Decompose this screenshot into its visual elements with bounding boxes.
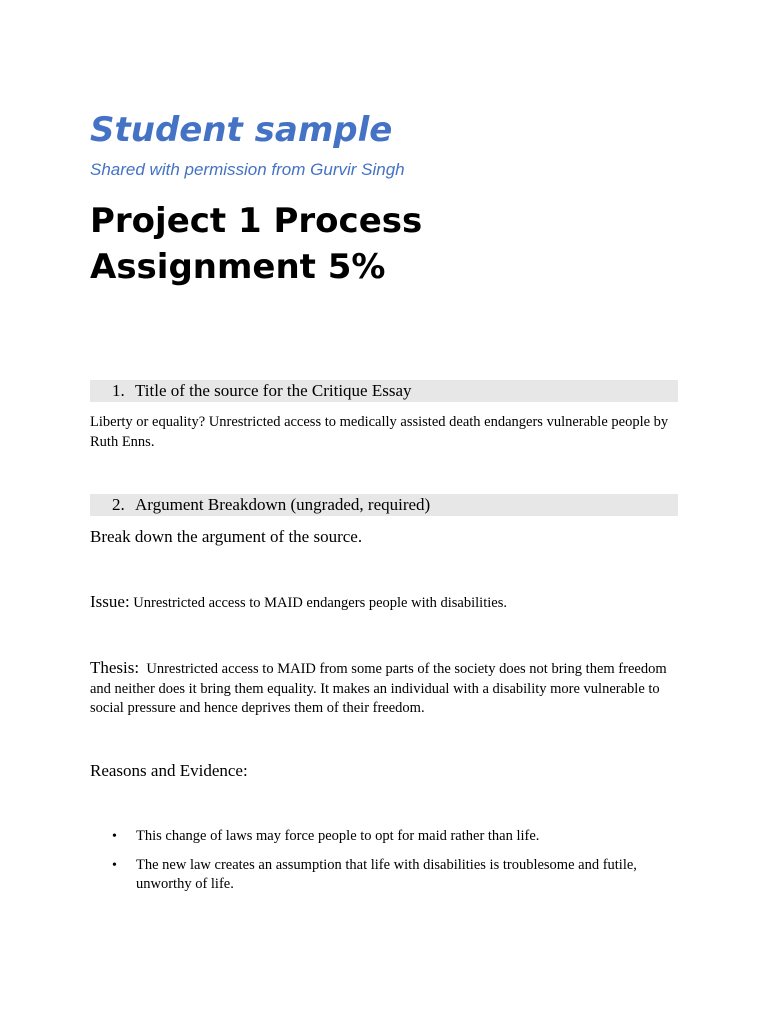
section-1-heading bbox=[90, 380, 678, 402]
source-title-text: Liberty or equality? Unrestricted access to medically assisted death endangers vulnerable people by Ruth Enns. bbox=[90, 414, 669, 450]
list-item bbox=[90, 856, 682, 895]
section-2-heading bbox=[90, 494, 678, 516]
list-item-text: The new law creates an assumption that life with disabilities is troublesome and futile, unworthy of life. bbox=[136, 856, 637, 892]
section-2-heading-text: Argument Breakdown (ungraded, required) bbox=[135, 495, 431, 514]
issue-label: Issue: bbox=[90, 592, 130, 611]
thesis-text: Unrestricted access to MAID from some parts of the society does not bring them freedom and neither does it bring them equality. It makes an individual with a disability more vulnerable to social pressure and hence deprives them of their freedom. bbox=[90, 661, 667, 716]
document-title: Student sample bbox=[90, 110, 393, 150]
issue-text: Unrestricted access to MAID endangers people with disabilities. bbox=[133, 595, 507, 611]
list-item-text: This change of laws may force people to opt for maid rather than life. bbox=[136, 828, 540, 844]
document-subtitle: Shared with permission from Gurvir Singh bbox=[90, 160, 405, 179]
thesis-label: Thesis: bbox=[90, 658, 140, 677]
reasons-list bbox=[90, 827, 682, 904]
thesis-paragraph bbox=[90, 658, 682, 719]
list-item bbox=[90, 827, 682, 847]
section-2-number: 2. bbox=[112, 495, 125, 514]
breakdown-intro: Break down the argument of the source. bbox=[90, 527, 363, 546]
bullet-icon: • bbox=[112, 829, 117, 844]
bullet-icon: • bbox=[112, 857, 117, 873]
section-1-number: 1. bbox=[112, 381, 125, 400]
section-1-heading-text: Title of the source for the Critique Essay bbox=[135, 381, 412, 400]
assignment-heading: Project 1 Process Assignment 5% bbox=[90, 201, 423, 287]
reasons-label: Reasons and Evidence: bbox=[90, 761, 248, 780]
issue-paragraph bbox=[90, 592, 682, 614]
